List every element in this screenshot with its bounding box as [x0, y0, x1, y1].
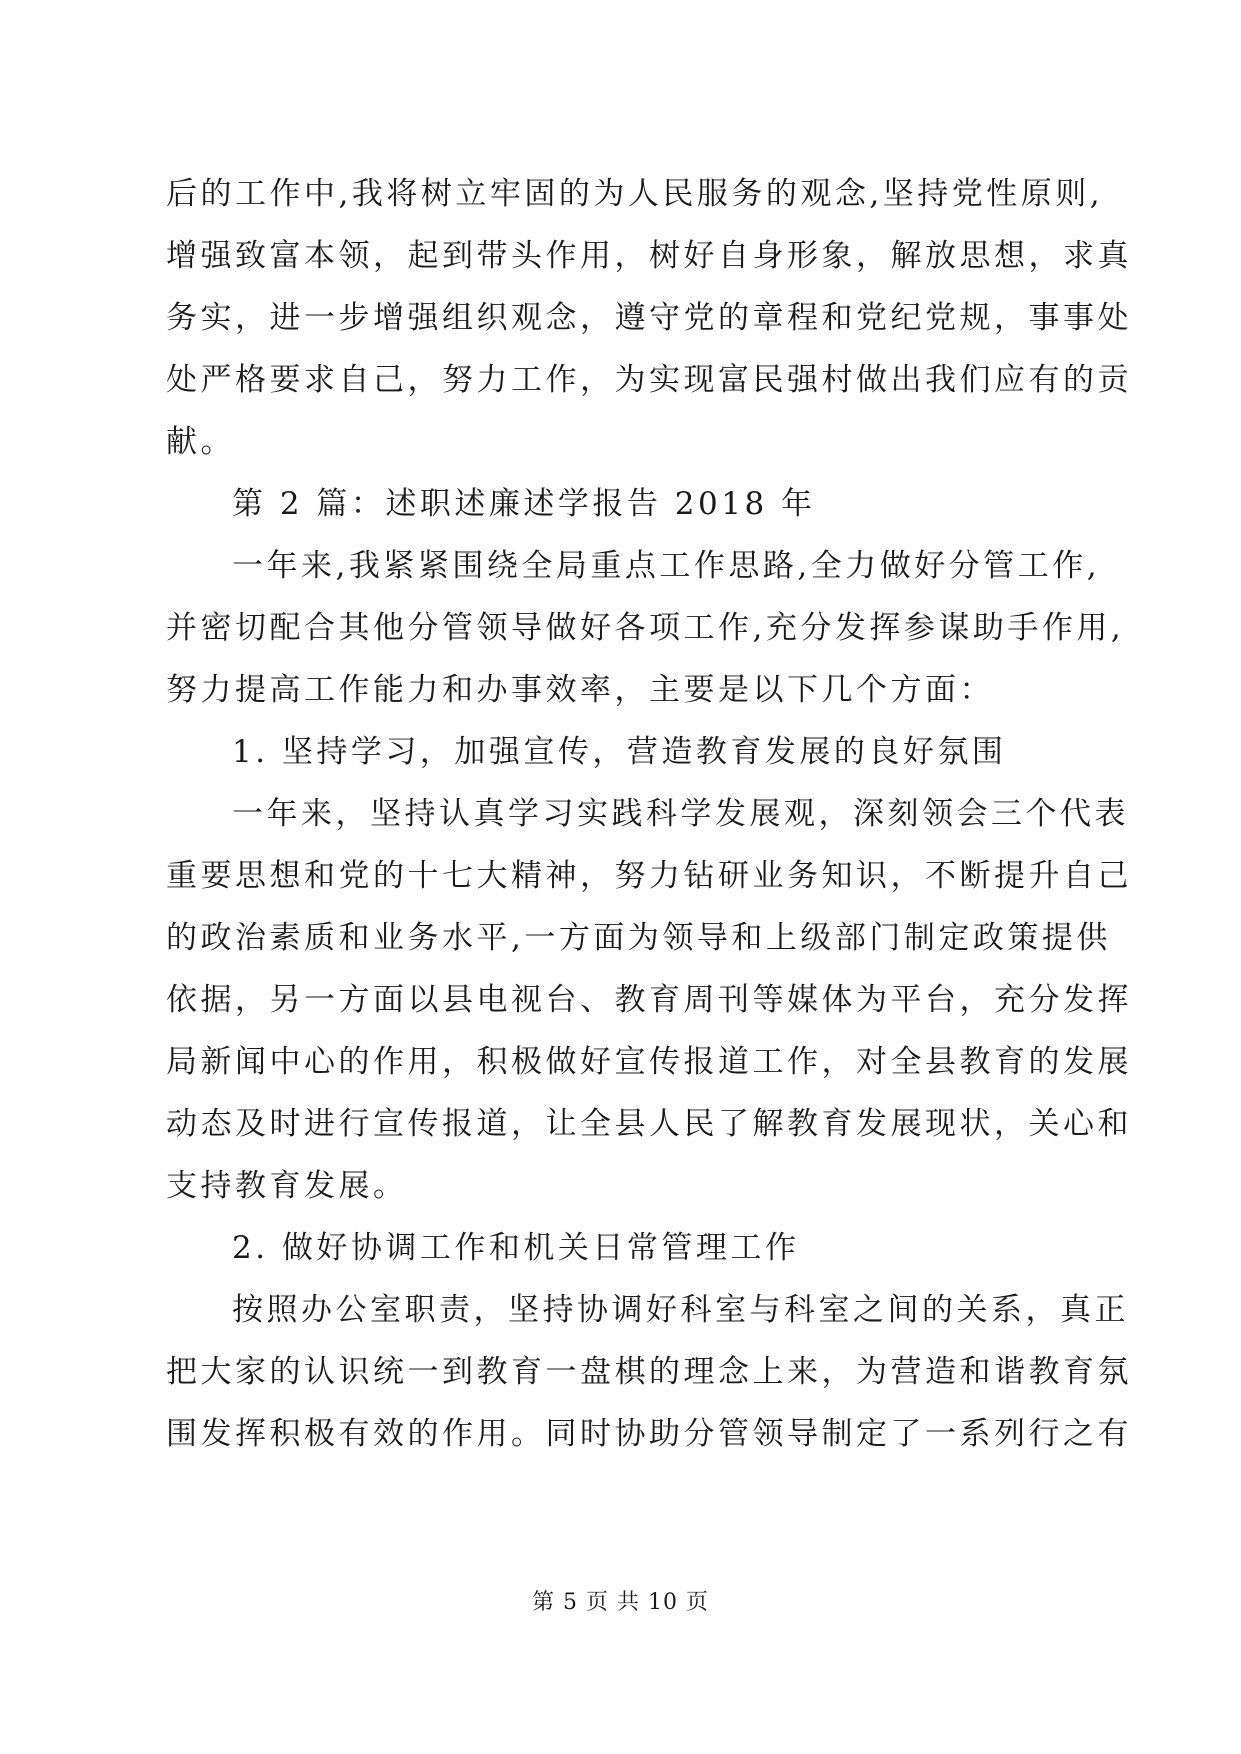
body-text-line: 的政治素质和业务水平,一方面为领导和上级部门制定政策提供 — [166, 920, 1111, 956]
section-heading: 第 2 篇：述职述廉述学报告 2018 年 — [232, 486, 816, 522]
body-text-line: 处严格要求自己，努力工作，为实现富民强村做出我们应有的贡 — [166, 362, 1132, 398]
body-text-line: 围发挥积极有效的作用。同时协助分管领导制定了一系列行之有 — [166, 1416, 1132, 1452]
subheading-2: 2. 做好协调工作和机关日常管理工作 — [232, 1230, 800, 1266]
subheading-1: 1. 坚持学习，加强宣传，营造教育发展的良好氛围 — [232, 734, 1007, 770]
body-text-line: 动态及时进行宣传报道，让全县人民了解教育发展现状，关心和 — [166, 1106, 1132, 1142]
body-text-line: 依据，另一方面以县电视台、教育周刊等媒体为平台，充分发挥 — [166, 982, 1132, 1018]
body-text-line: 并密切配合其他分管领导做好各项工作,充分发挥参谋助手作用, — [166, 610, 1125, 646]
body-text-line: 努力提高工作能力和办事效率，主要是以下几个方面： — [166, 672, 994, 708]
body-text-line: 增强致富本领，起到带头作用，树好自身形象，解放思想，求真 — [166, 238, 1132, 274]
body-text-line: 一年来,我紧紧围绕全局重点工作思路,全力做好分管工作, — [232, 548, 1101, 584]
page-number-footer: 第 5 页 共 10 页 — [532, 1590, 709, 1615]
body-text-line: 务实，进一步增强组织观念，遵守党的章程和党纪党规，事事处 — [166, 300, 1132, 336]
body-text-line: 支持教育发展。 — [166, 1168, 408, 1204]
body-text-line: 重要思想和党的十七大精神，努力钻研业务知识，不断提升自己 — [166, 858, 1132, 894]
body-text-line: 后的工作中,我将树立牢固的为人民服务的观念,坚持党性原则, — [166, 176, 1104, 212]
body-text-line: 局新闻中心的作用，积极做好宣传报道工作，对全县教育的发展 — [166, 1044, 1132, 1080]
body-text-line: 献。 — [166, 424, 235, 460]
body-text-line: 按照办公室职责，坚持协调好科室与科室之间的关系，真正 — [232, 1292, 1129, 1328]
body-text-line: 一年来，坚持认真学习实践科学发展观，深刻领会三个代表 — [232, 796, 1129, 832]
body-text-line: 把大家的认识统一到教育一盘棋的理念上来，为营造和谐教育氛 — [166, 1354, 1132, 1390]
